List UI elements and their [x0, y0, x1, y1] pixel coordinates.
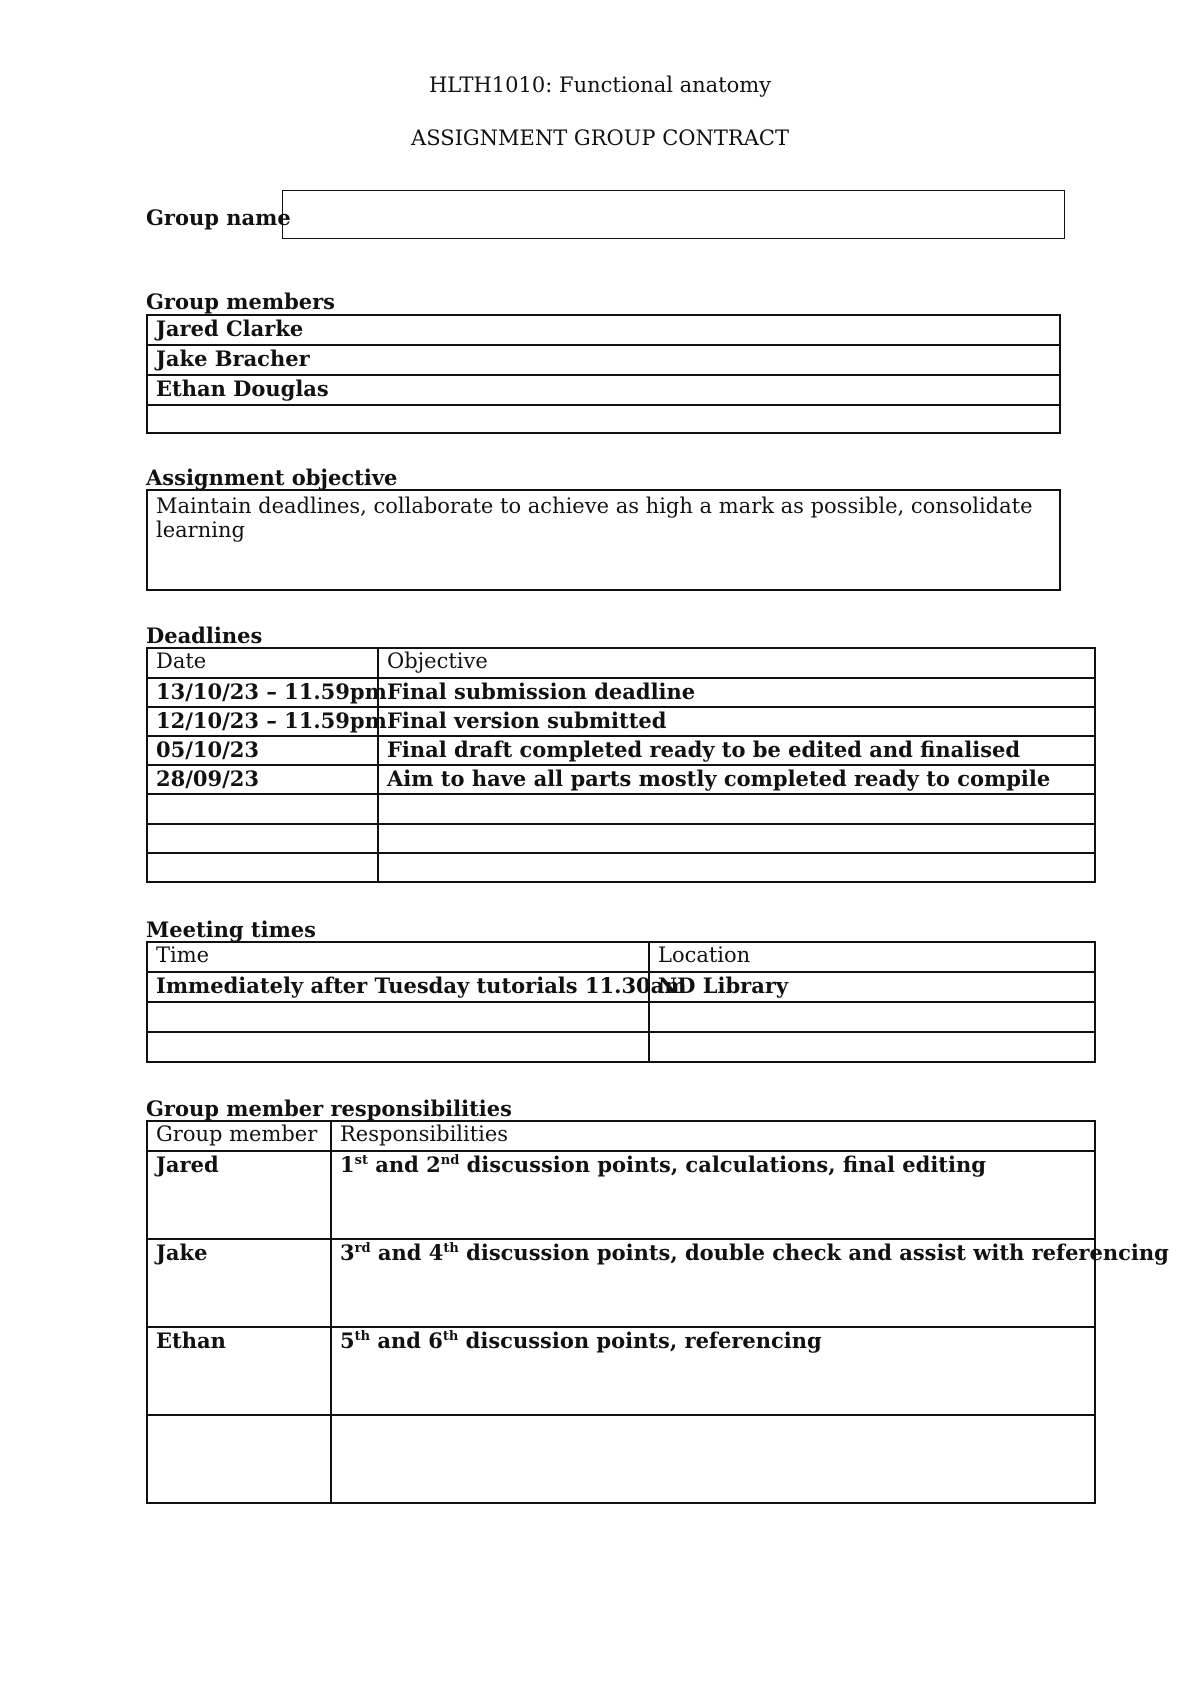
responsibility-text[interactable]: 1st and 2nd discussion points, calculations, final editing	[331, 1151, 1095, 1239]
responsibility-text[interactable]	[331, 1415, 1095, 1503]
responsibility-member[interactable]: Jake	[147, 1239, 331, 1327]
responsibility-text[interactable]: 5th and 6th discussion points, referencing	[331, 1327, 1095, 1415]
group-members-label: Group members	[146, 289, 335, 314]
member-row[interactable]: Ethan Douglas	[147, 375, 1060, 405]
responsibility-member[interactable]: Ethan	[147, 1327, 331, 1415]
group-members-table	[146, 314, 1061, 434]
responsibilities-label: Group member responsibilities	[146, 1096, 512, 1121]
deadline-objective[interactable]	[378, 853, 1095, 882]
document-title: ASSIGNMENT GROUP CONTRACT	[411, 126, 789, 150]
responsibility-text[interactable]: 3rd and 4th discussion points, double check and assist with referencing	[331, 1239, 1095, 1327]
deadlines-label: Deadlines	[146, 623, 263, 648]
deadline-objective[interactable]: Aim to have all parts mostly completed ready to compile	[378, 765, 1095, 794]
responsibilities-header-duties: Responsibilities	[331, 1121, 1095, 1151]
meeting-location[interactable]: ND Library	[649, 972, 1095, 1002]
deadline-objective[interactable]: Final submission deadline	[378, 678, 1095, 707]
deadline-objective[interactable]	[378, 824, 1095, 853]
deadline-date[interactable]	[147, 824, 378, 853]
meeting-time[interactable]	[147, 1032, 649, 1062]
deadlines-header-date: Date	[147, 648, 378, 678]
responsibilities-header-member: Group member	[147, 1121, 331, 1151]
meeting-header-location: Location	[649, 942, 1095, 972]
course-title: HLTH1010: Functional anatomy	[428, 73, 772, 97]
deadline-date[interactable]	[147, 853, 378, 882]
deadline-date[interactable]	[147, 794, 378, 824]
deadlines-table	[146, 647, 1096, 883]
group-name-field[interactable]	[282, 190, 1065, 239]
deadline-objective[interactable]: Final draft completed ready to be edited and finalised	[378, 736, 1095, 765]
meeting-location[interactable]	[649, 1002, 1095, 1032]
meeting-location[interactable]	[649, 1032, 1095, 1062]
member-row[interactable]	[147, 405, 1060, 433]
meeting-times-label: Meeting times	[146, 917, 316, 942]
deadline-date[interactable]: 13/10/23 – 11.59pm	[147, 678, 378, 707]
deadline-objective[interactable]	[378, 794, 1095, 824]
group-name-label: Group name	[146, 205, 291, 230]
deadline-date[interactable]: 28/09/23	[147, 765, 378, 794]
assignment-objective-field[interactable]: Maintain deadlines, collaborate to achieve as high a mark as possible, consolidate learning	[146, 489, 1061, 591]
meeting-header-time: Time	[147, 942, 649, 972]
assignment-objective-label: Assignment objective	[146, 465, 398, 490]
deadline-date[interactable]: 05/10/23	[147, 736, 378, 765]
responsibility-member[interactable]	[147, 1415, 331, 1503]
meeting-times-table	[146, 941, 1096, 1063]
meeting-time[interactable]	[147, 1002, 649, 1032]
deadline-date[interactable]: 12/10/23 – 11.59pm	[147, 707, 378, 736]
responsibilities-table	[146, 1120, 1169, 1504]
deadlines-header-objective: Objective	[378, 648, 1095, 678]
member-row[interactable]: Jake Bracher	[147, 345, 1060, 375]
deadline-objective[interactable]: Final version submitted	[378, 707, 1095, 736]
responsibility-member[interactable]: Jared	[147, 1151, 331, 1239]
meeting-time[interactable]: Immediately after Tuesday tutorials 11.30am	[147, 972, 649, 1002]
member-row[interactable]: Jared Clarke	[147, 315, 1060, 345]
